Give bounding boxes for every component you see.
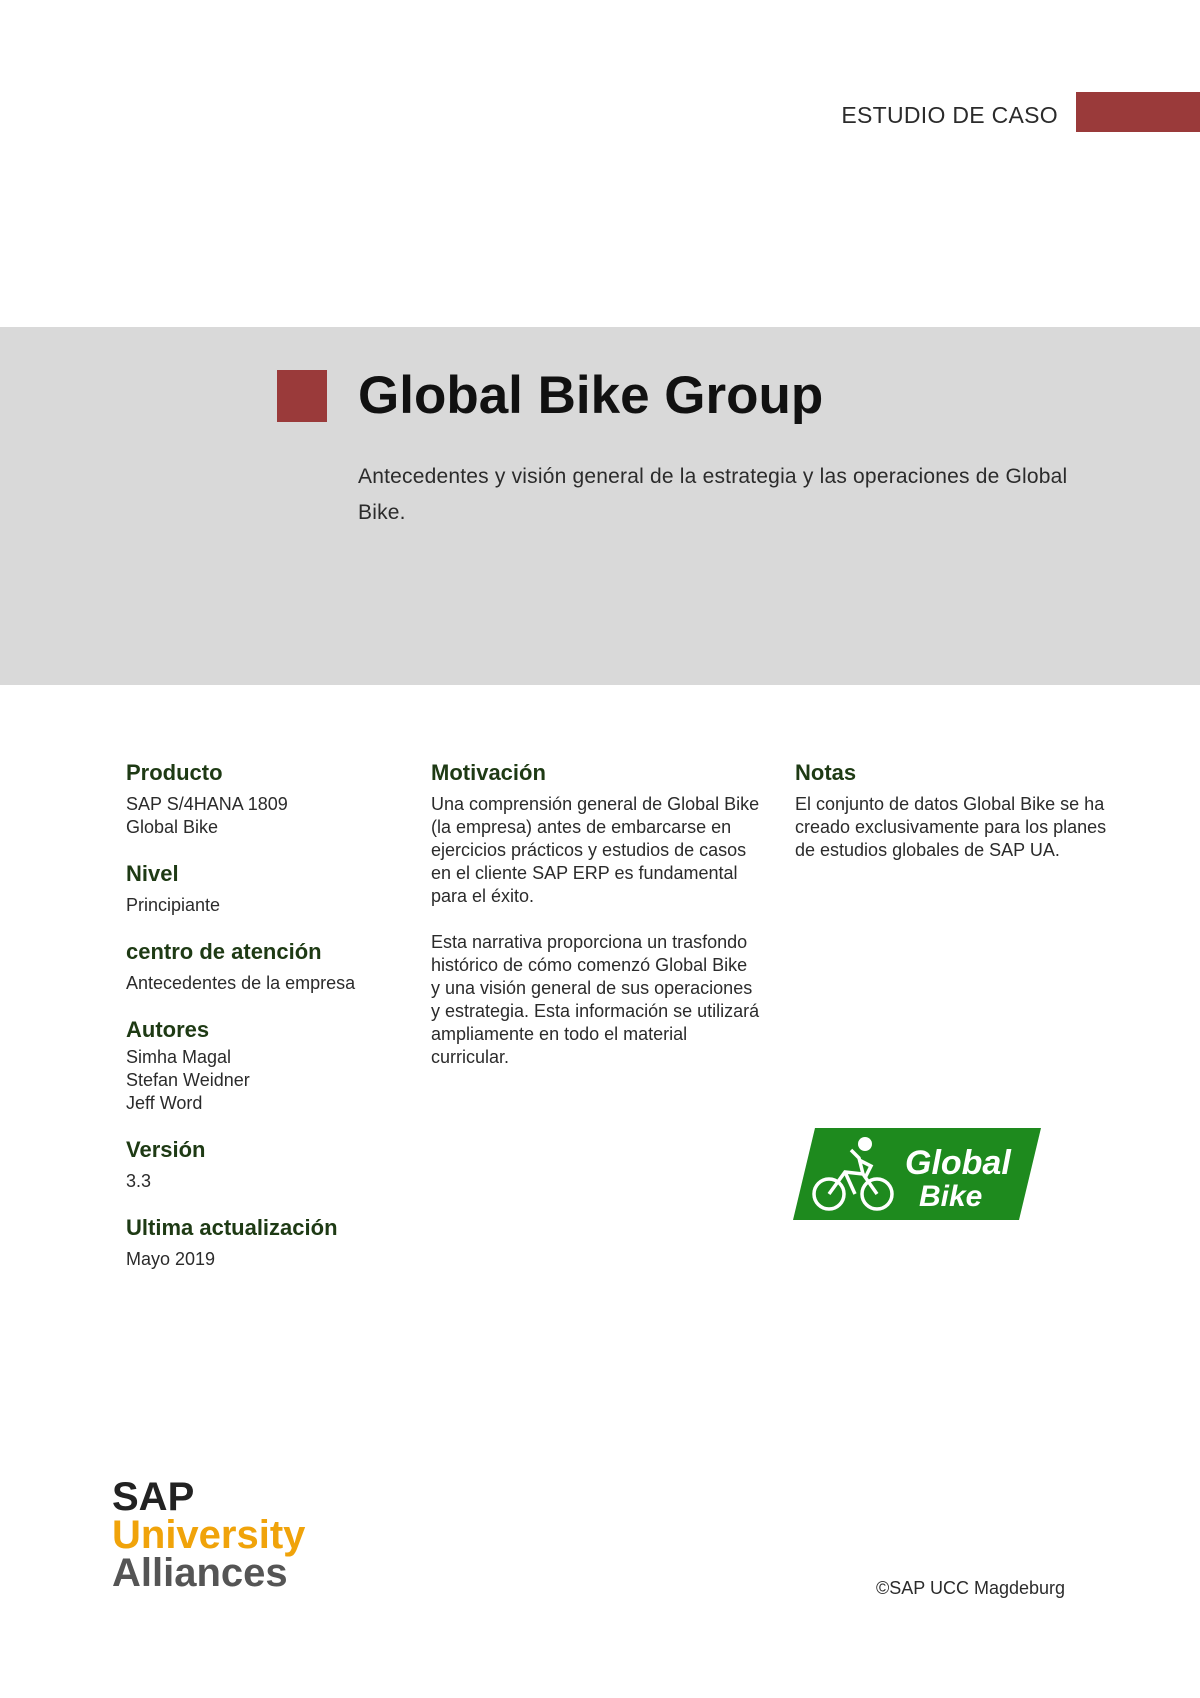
actualizacion-section: [126, 1214, 416, 1271]
motivacion-paragraph-2: Esta narrativa proporciona un trasfondo histórico de cómo comenzó Global Bike y una visión general de sus operaciones y estrategia. Esta información se utilizará ampliamente en todo el material curricular.: [431, 932, 760, 1067]
actualizacion-value: Mayo 2019: [126, 1249, 216, 1269]
version-value: 3.3: [126, 1171, 152, 1191]
cyclist-head-icon: [858, 1137, 872, 1151]
autores-heading: Autores: [126, 1017, 210, 1042]
centro-heading: centro de atención: [126, 939, 322, 964]
author-name: Simha Magal: [126, 1047, 232, 1067]
producto-heading: Producto: [126, 760, 223, 785]
global-bike-logo-text-line-1: Global: [905, 1144, 1011, 1182]
version-heading: Versión: [126, 1137, 206, 1162]
nivel-heading: Nivel: [126, 861, 179, 886]
nivel-value: Principiante: [126, 895, 221, 915]
motivacion-paragraph-1: Una comprensión general de Global Bike (la empresa) antes de embarcarse en ejercicios prácticos y estudios de casos en el cliente SAP ERP es fundamental para el éxito.: [431, 794, 760, 906]
left-column: [126, 759, 416, 1292]
header-accent-bar: [1076, 92, 1200, 132]
producto-section: [126, 759, 416, 839]
producto-line-2: Global Bike: [126, 817, 219, 837]
sap-university-alliances-logo: [112, 1475, 372, 1595]
global-bike-logo-text-line-2: Bike: [919, 1180, 983, 1213]
actualizacion-heading: Ultima actualización: [126, 1215, 338, 1240]
version-section: [126, 1136, 416, 1193]
header-label: ESTUDIO DE CASO: [841, 102, 1058, 128]
centro-section: [126, 938, 416, 995]
autores-section: [126, 1016, 416, 1115]
author-name: Jeff Word: [126, 1093, 203, 1113]
motivacion-heading: Motivación: [431, 760, 546, 785]
hero-accent-square: [277, 370, 327, 422]
sap-logo-line-2: University: [112, 1513, 306, 1557]
copyright: ©SAP UCC Magdeburg: [876, 1578, 1066, 1598]
sap-logo-line-1: SAP: [112, 1475, 195, 1519]
page-title: Global Bike Group: [358, 366, 824, 425]
notas-heading: Notas: [795, 760, 857, 785]
sap-logo-line-3: Alliances: [112, 1551, 288, 1595]
right-column: [795, 759, 1125, 885]
hero-band: [0, 327, 1200, 685]
middle-column: [431, 759, 761, 1092]
centro-value: Antecedentes de la empresa: [126, 973, 356, 993]
author-name: Stefan Weidner: [126, 1070, 250, 1090]
producto-line-1: SAP S/4HANA 1809: [126, 794, 288, 814]
nivel-section: [126, 860, 416, 917]
global-bike-logo: [793, 1128, 1041, 1220]
page-subtitle: Antecedentes y visión general de la estrategia y las operaciones de Global Bike.: [358, 465, 1068, 524]
notas-body: El conjunto de datos Global Bike se ha creado exclusivamente para los planes de estudios globales de SAP UA.: [795, 794, 1107, 860]
